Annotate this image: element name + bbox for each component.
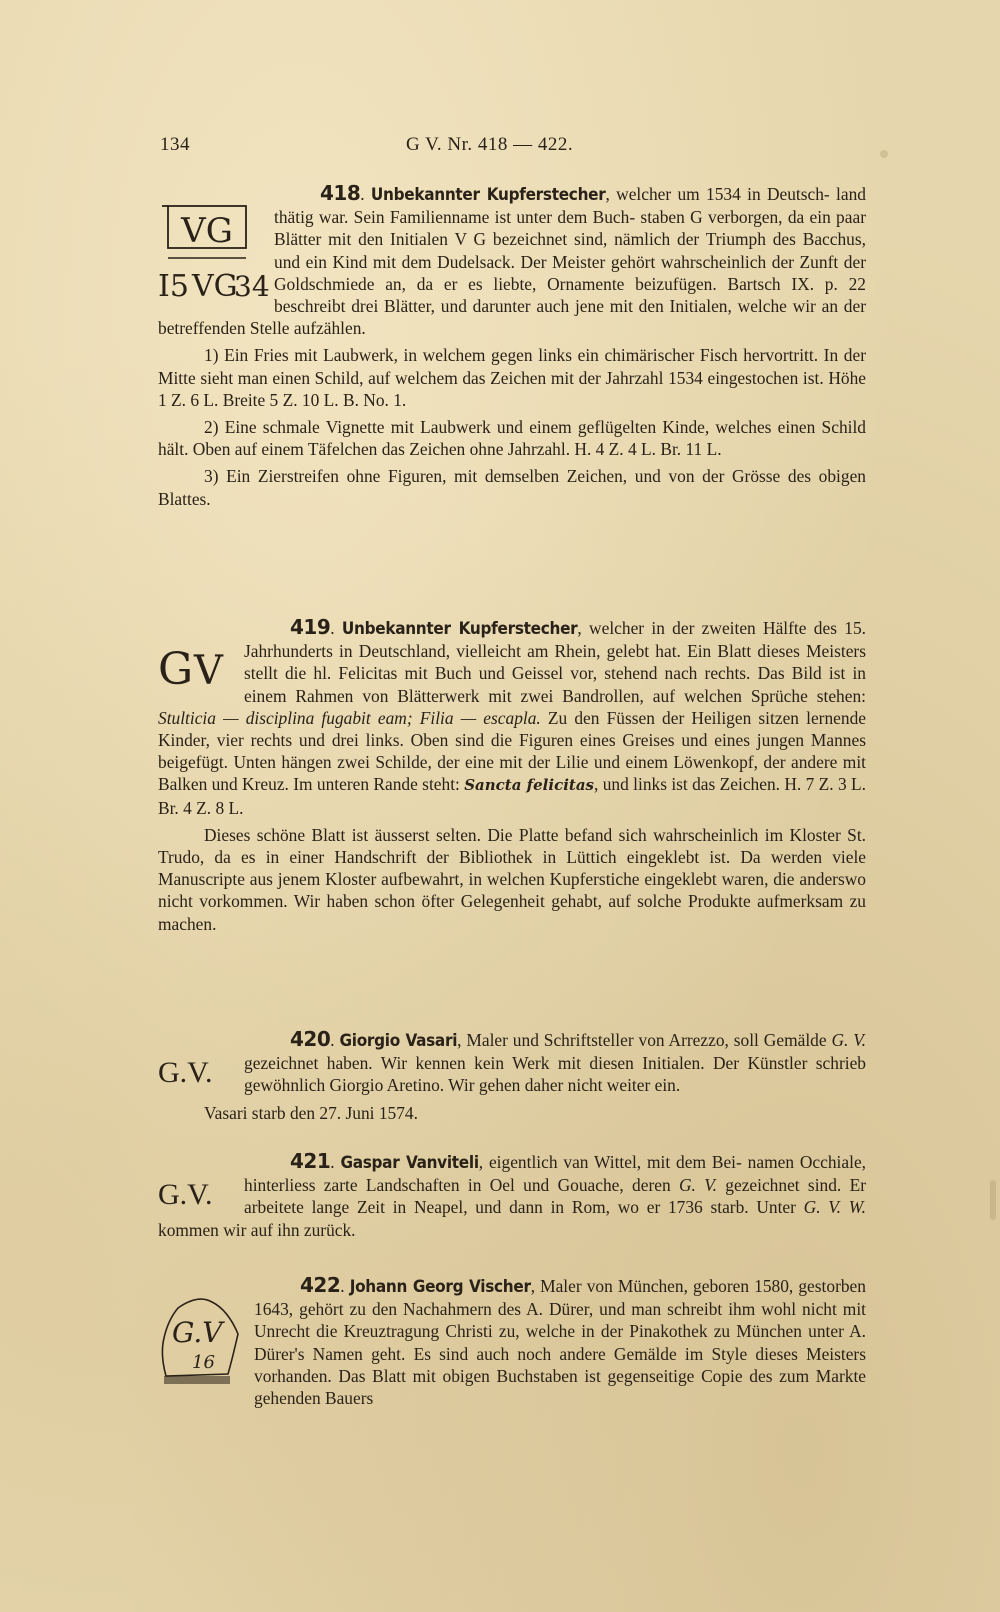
- monogram-g-v: [158, 1052, 234, 1092]
- svg-text:G.V: G.V: [172, 1316, 223, 1349]
- svg-text:G.V.: G.V.: [158, 1056, 213, 1089]
- entry-421-text: 421. Gaspar Vanviteli, eigentlich van Wittel, mit dem Bei- namen Occhiale, hinterliess zarte Landschaften in Oel und Gouache, deren G. V. gezeichnet sind. Er arbeitete lange Zeit in Neapel, und dann in Rom, wo er 1736 starb. Unter G. V. W. kommen wir auf ihn zurück.: [158, 1149, 867, 1240]
- paper-edge-mark: [990, 1180, 996, 1220]
- entry-420: [158, 1028, 866, 1124]
- artist-name: Unbekannter Kupferstecher: [341, 619, 578, 639]
- svg-text:V: V: [194, 648, 223, 694]
- entry-420-para2: Vasari starb den 27. Juni 1574.: [204, 1102, 418, 1123]
- monogram-gv-16-shield: [158, 1294, 244, 1390]
- monogram-gv: [158, 640, 234, 695]
- inscription-blackletter: Sancta felicitas: [464, 776, 595, 795]
- artist-name: Johann Georg Vischer: [349, 1277, 531, 1297]
- running-title: G V. Nr. 418 — 422.: [406, 134, 574, 155]
- svg-text:VG: VG: [192, 269, 238, 304]
- item-1: 1) Ein Fries mit Laubwerk, in welchem gegen links ein chimärischer Fisch hervortritt. In der Mitte sieht man einen Schild, auf welchem das Zeichen mit der Jahrzahl 1534 eingestochen ist. Höhe 1 Z. 6 L. Breite 5 Z. 10 L. B. No. 1.: [158, 345, 866, 410]
- artist-name: Giorgio Vasari: [339, 1031, 458, 1051]
- banderole-quote: Stulticia — disciplina fugabit eam; Filia — escapla.: [158, 707, 541, 728]
- item-2: 2) Eine schmale Vignette mit Laubwerk und einem geflügelten Kinde, welches einen Schild hält. Oben auf einem Täfelchen das Zeichen ohne Jahrzahl. H. 4 Z. 4 L. Br. 11 L.: [158, 417, 866, 460]
- entry-419: [158, 616, 866, 935]
- entry-421: [158, 1150, 866, 1241]
- entry-418-lead: 418. Unbekannter Kupferstecher, welcher um 1534 in Deutsch- land thätig war. Sein Familienname ist unter dem Buch- staben G verborgen, da ein paar Blätter mit den Initialen V G bezeichnet sind, nämlich der Triumph des Bacchus, und ein Kind mit dem Dudelsack. Der Meister gehört wahrscheinlich der Zunft der Goldschmiede an, da er es liebte, Ornamente beizufügen. Bartsch IX. p. 22 beschreibt drei Blätter, und darunter auch jene mit den Initialen, welche wir an der betreffenden Stelle aufzählen.: [158, 181, 866, 339]
- entry-422: [158, 1274, 866, 1409]
- entry-422-text: 422. Johann Georg Vischer, Maler von München, geboren 1580, gestorben 1643, gehört zu den Nachahmern des A. Dürer, und man schreibt ihm wohl nicht mit Unrecht die Kreuztragung Christi zu, welche in der Pinakothek zu München unter A. Dürer's Namen geht. Es sind auch noch andere Gemälde im Style dieses Meisters vorhanden. Das Blatt mit obigen Buchstaben ist gegenseitige Copie des zum Markte gehenden Bauers: [254, 1273, 866, 1409]
- entry-number: 420: [290, 1027, 331, 1051]
- artist-name: Gaspar Vanviteli: [340, 1153, 479, 1173]
- entry-418-text: wahrscheinlich der Zunft der Goldschmiede an, da er es liebte, Ornamente beizufügen. Bartsch IX. p. 22 beschreibt drei Blätter, und darunter auch jene mit den Initialen, welche wir an der betreffenden Stelle aufzählen.: [158, 251, 866, 339]
- entry-number: 418: [320, 181, 361, 205]
- monogram-g-v-2: [158, 1174, 234, 1214]
- entry-420-text: 420. Giorgio Vasari, Maler und Schriftsteller von Arrezzo, soll Gemälde G. V. gezeichnet haben. Wir kennen kein Werk mit diesen Initialen. Der Künstler schrieb gewöhnlich Giorgio Aretino. Wir gehen daher nicht weiter ein.: [244, 1027, 866, 1096]
- entry-number: 422: [300, 1273, 341, 1297]
- svg-text:34: 34: [234, 270, 270, 303]
- svg-text:I5: I5: [158, 269, 189, 304]
- artist-name: Unbekannter Kupferstecher: [370, 185, 606, 205]
- entry-number: 421: [290, 1149, 331, 1173]
- entry-419-text: 419. Unbekannter Kupferstecher, welcher in der zweiten Hälfte des 15. Jahrhunderts in Deutschland, vielleicht am Rhein, gelebt hat. Ein Blatt dieses Meisters stellt die hl. Felicitas mit Buch und Geissel vor, stehend nach rechts. Das Bild ist in einem Rahmen von Blätterwerk mit zwei Bandrollen, auf welchen Sprüche stehen: Stulticia — disciplina fugabit eam; Filia — escapla. Zu den Füssen der Heiligen sitzen lernende Kinder, vier rechts und drei links. Oben sind die Figuren eines Greises und eines jungen Mannes beigefügt. Unten hängen zwei Schilde, der eine mit der Lilie und einem Löwenkopf, der andere mit Balken und Kreuz. Im unteren Rande steht: Sancta felicitas, und links ist das Zeichen. H. 7 Z. 3 L. Br. 4 Z. 8 L.: [158, 615, 867, 818]
- entry-number: 419: [290, 615, 331, 639]
- svg-text:G.V.: G.V.: [158, 1178, 213, 1211]
- svg-text:VG: VG: [181, 211, 233, 251]
- svg-text:16: 16: [192, 1352, 215, 1373]
- entry-419-para2: Dieses schöne Blatt ist äusserst selten. Die Platte befand sich wahrscheinlich im Kloster St. Trudo, da es in einer Handschrift der Bibliothek in Lüttich eingeklebt ist. Da werden viele Manuscripte aus jenem Kloster aufbewahrt, in welchen Kupferstiche eingeklebt waren, die anderswo nicht vorkommen. Wir haben schon öfter Gelegenheit gehabt, auf solche Produkte aufmerksam zu machen.: [158, 824, 866, 934]
- svg-text:G: G: [158, 644, 194, 695]
- item-3: 3) Ein Zierstreifen ohne Figuren, mit demselben Zeichen, und von der Grösse des obigen Blattes.: [158, 466, 866, 509]
- page-number: 134: [160, 134, 190, 155]
- monogram-vg-1534: [158, 184, 270, 304]
- paper-spot: [880, 150, 888, 158]
- entry-418: [158, 182, 866, 510]
